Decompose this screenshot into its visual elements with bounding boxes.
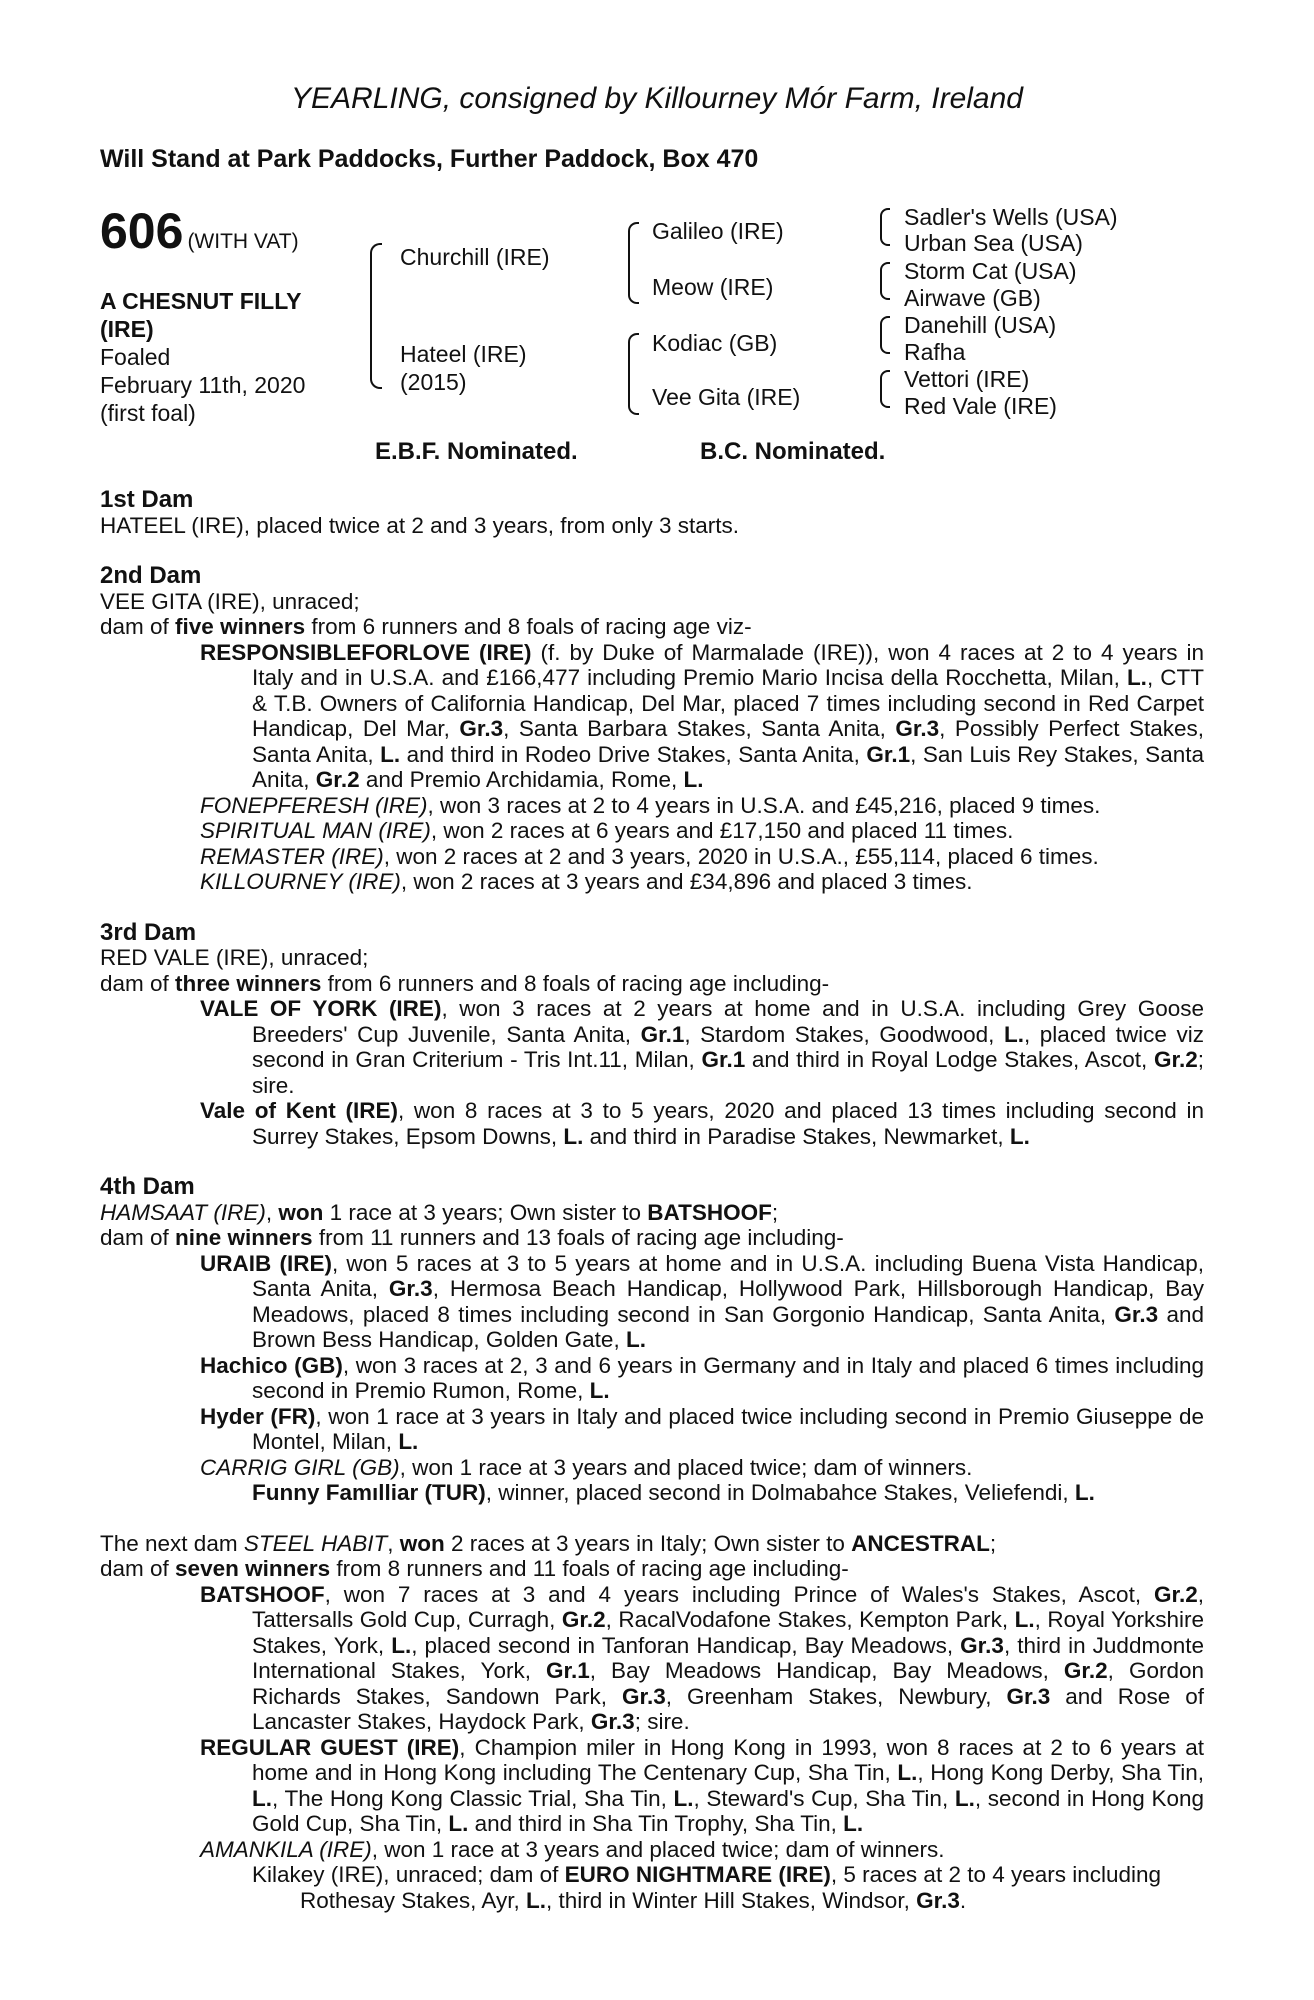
pedigree-sds: Storm Cat (USA) <box>904 258 1077 284</box>
pedigree-dam-dam: Vee Gita (IRE) <box>652 384 801 410</box>
dam5-entry-kilakey: Kilakey (IRE), unraced; dam of EURO NIGHTMARE (IRE), 5 races at 2 to 4 years including Rothesay Stakes, Ayr, L., third in Winter Hill Stakes, Windsor, Gr.3. <box>252 1862 1162 1913</box>
pedigree-dss: Danehill (USA) <box>904 312 1057 338</box>
pedigree-brace-dd <box>880 370 890 408</box>
dam5-entry-regular-guest: REGULAR GUEST (IRE), Champion miler in Hong Kong in 1993, won 8 races at 2 to 6 years at home and in Hong Kong including The Centenary Cup, Sha Tin, L., Hong Kong Derby, Sha Tin, L., The Hong Kong Classic Trial, Sha Tin, L., Steward's Cup, Sha Tin, L., second in Hong Kong Gold Cup, Sha Tin, L. and third in Sha Tin Trophy, Sha Tin, L. <box>200 1734 1204 1836</box>
dam3-entry-vale-of-york: VALE OF YORK (IRE), won 3 races at 2 years at home and in U.S.A. including Grey Goose Breeders' Cup Juvenile, Santa Anita, Gr.1, Stardom Stakes, Goodwood, L., placed twice viz second in Gran Criterium - Tris Int.11, Milan, Gr.1 and third in Royal Lodge Stakes, Ascot, Gr.2; sire. <box>200 996 1204 1098</box>
pedigree-sire-dam: Meow (IRE) <box>652 274 774 300</box>
dam4-entry-hachico: Hachico (GB), won 3 races at 2, 3 and 6 years in Germany and in Italy and placed 6 times including second in Premio Rumon, Rome, L. <box>200 1352 1205 1403</box>
dam4-entry-uraib: URAIB (IRE), won 5 races at 3 to 5 years at home and in U.S.A. including Buena Vista Handicap, Santa Anita, Gr.3, Hermosa Beach Handicap, Hollywood Park, Hillsborough Handicap, Bay Meadows, placed 8 times including second in San Gorgonio Handicap, Santa Anita, Gr.3 and Brown Bess Handicap, Golden Gate, L. <box>200 1250 1204 1352</box>
dam2-line1: VEE GITA (IRE), unraced; <box>100 588 360 614</box>
horse-title-line1: A CHESNUT FILLY <box>100 288 302 314</box>
dam4-dam-of: dam of nine winners from 11 runners and 13 foals of racing age including- <box>100 1225 844 1250</box>
pedigree-dsd: Rafha <box>904 339 966 365</box>
dam1-text: HATEEL (IRE), placed twice at 2 and 3 years, from only 3 starts. <box>100 512 739 538</box>
pedigree-brace-ds <box>880 316 890 354</box>
pedigree-sss: Sadler's Wells (USA) <box>904 204 1118 230</box>
dam2-entry-killourney: KILLOURNEY (IRE), won 2 races at 3 years and £34,896 and placed 3 times. <box>200 869 973 894</box>
pedigree-sdd: Airwave (GB) <box>904 285 1041 311</box>
pedigree-ddd: Red Vale (IRE) <box>904 393 1057 419</box>
dam4-title: 4th Dam <box>100 1173 195 1200</box>
dam4-entry-hyder: Hyder (FR), won 1 race at 3 years in Italy and placed twice including second in Premio Giuseppe de Montel, Milan, L. <box>200 1403 1204 1454</box>
foaled-date: February 11th, 2020 <box>100 372 306 398</box>
pedigree-sire: Churchill (IRE) <box>400 244 550 270</box>
pedigree-brace-dam <box>628 333 639 415</box>
pedigree-dds: Vettori (IRE) <box>904 366 1030 392</box>
pedigree-brace-sire <box>628 222 639 304</box>
pedigree-brace-sd <box>880 262 890 300</box>
foal-note: (first foal) <box>100 400 196 426</box>
dam5-dam-of: dam of seven winners from 8 runners and 11 foals of racing age including- <box>100 1556 849 1581</box>
dam2-title: 2nd Dam <box>100 562 202 589</box>
dam3-line1: RED VALE (IRE), unraced; <box>100 945 369 970</box>
lot-number: 606 <box>100 203 184 259</box>
catalogue-header: YEARLING, consigned by Killourney Mór Farm, Ireland <box>291 82 1023 115</box>
bc-nomination: B.C. Nominated. <box>700 438 886 465</box>
pedigree-dam-sire: Kodiac (GB) <box>652 330 778 356</box>
dam3-dam-of: dam of three winners from 6 runners and 8 foals of racing age including- <box>100 970 830 996</box>
stand-location: Will Stand at Park Paddocks, Further Paddock, Box 470 <box>100 145 759 173</box>
dam5-line1: The next dam STEEL HABIT, won 2 races at 3 years in Italy; Own sister to ANCESTRAL; <box>100 1530 997 1556</box>
dam4-entry-carrig-girl: CARRIG GIRL (GB), won 1 race at 3 years and placed twice; dam of winners. <box>200 1454 973 1480</box>
pedigree-dam: Hateel (IRE) <box>400 341 527 367</box>
pedigree-brace-ss <box>880 208 890 246</box>
pedigree-ssd: Urban Sea (USA) <box>904 230 1083 256</box>
dam5-entry-batshoof: BATSHOOF, won 7 races at 3 and 4 years including Prince of Wales's Stakes, Ascot, Gr.2, Tattersalls Gold Cup, Curragh, Gr.2, RacalVodafone Stakes, Kempton Park, L., Royal Yorkshire Stakes, York, L., placed second in Tanforan Handicap, Bay Meadows, Gr.3, third in Juddmonte International Stakes, York, Gr.1, Bay Meadows Handicap, Bay Meadows, Gr.2, Gordon Richards Stakes, Sandown Park, Gr.3, Greenham Stakes, Newbury, Gr.3 and Rose of Lancaster Stakes, Haydock Park, Gr.3; sire. <box>200 1581 1204 1734</box>
ebf-nomination: E.B.F. Nominated. <box>375 438 578 465</box>
dam2-dam-of: dam of five winners from 6 runners and 8 foals of racing age viz- <box>100 614 752 639</box>
pedigree-dam-year: (2015) <box>400 369 467 395</box>
dam1-title: 1st Dam <box>100 486 194 513</box>
dam4-entry-funny-famılliar: Funny Famılliar (TUR), winner, placed second in Dolmabahce Stakes, Veliefendi, L. <box>252 1480 1095 1505</box>
dam3-title: 3rd Dam <box>100 918 197 946</box>
lot-vat: (WITH VAT) <box>187 230 299 253</box>
produce-record <box>100 487 1204 1913</box>
pedigree-brace-main <box>370 243 382 389</box>
foaled-label: Foaled <box>100 344 171 370</box>
dam3-entry-vale-of-kent: Vale of Kent (IRE), won 8 races at 3 to 5 years, 2020 and placed 13 times including second in Surrey Stakes, Epsom Downs, L. and third in Paradise Stakes, Newmarket, L. <box>200 1098 1204 1149</box>
dam2-entry-responsibleforlove: RESPONSIBLEFORLOVE (IRE) (f. by Duke of Marmalade (IRE)), won 4 races at 2 to 4 years in Italy and in U.S.A. and £166,477 including Premio Mario Incisa della Rocchetta, Milan, L., CTT & T.B. Owners of California Handicap, Del Mar, placed 7 times including second in Red Carpet Handicap, Del Mar, Gr.3, Santa Barbara Stakes, Santa Anita, Gr.3, Possibly Perfect Stakes, Santa Anita, L. and third in Rodeo Drive Stakes, Santa Anita, Gr.1, San Luis Rey Stakes, Santa Anita, Gr.2 and Premio Archidamia, Rome, L. <box>200 639 1205 792</box>
lot-block <box>100 202 299 260</box>
dam5-entry-amankila: AMANKILA (IRE), won 1 race at 3 years and placed twice; dam of winners. <box>200 1836 945 1862</box>
dam2-entry-remaster: REMASTER (IRE), won 2 races at 2 and 3 years, 2020 in U.S.A., £55,114, placed 6 times. <box>200 843 1099 869</box>
dam2-entry-fonepferesh: FONEPFERESH (IRE), won 3 races at 2 to 4 years in U.S.A. and £45,216, placed 9 times. <box>200 792 1101 818</box>
horse-title-line2: (IRE) <box>100 316 154 342</box>
dam2-entry-spiritual-man: SPIRITUAL MAN (IRE), won 2 races at 6 years and £17,150 and placed 11 times. <box>200 818 1014 843</box>
pedigree-sire-sire: Galileo (IRE) <box>652 218 784 244</box>
dam4-line1: HAMSAAT (IRE), won 1 race at 3 years; Own sister to BATSHOOF; <box>100 1199 779 1225</box>
